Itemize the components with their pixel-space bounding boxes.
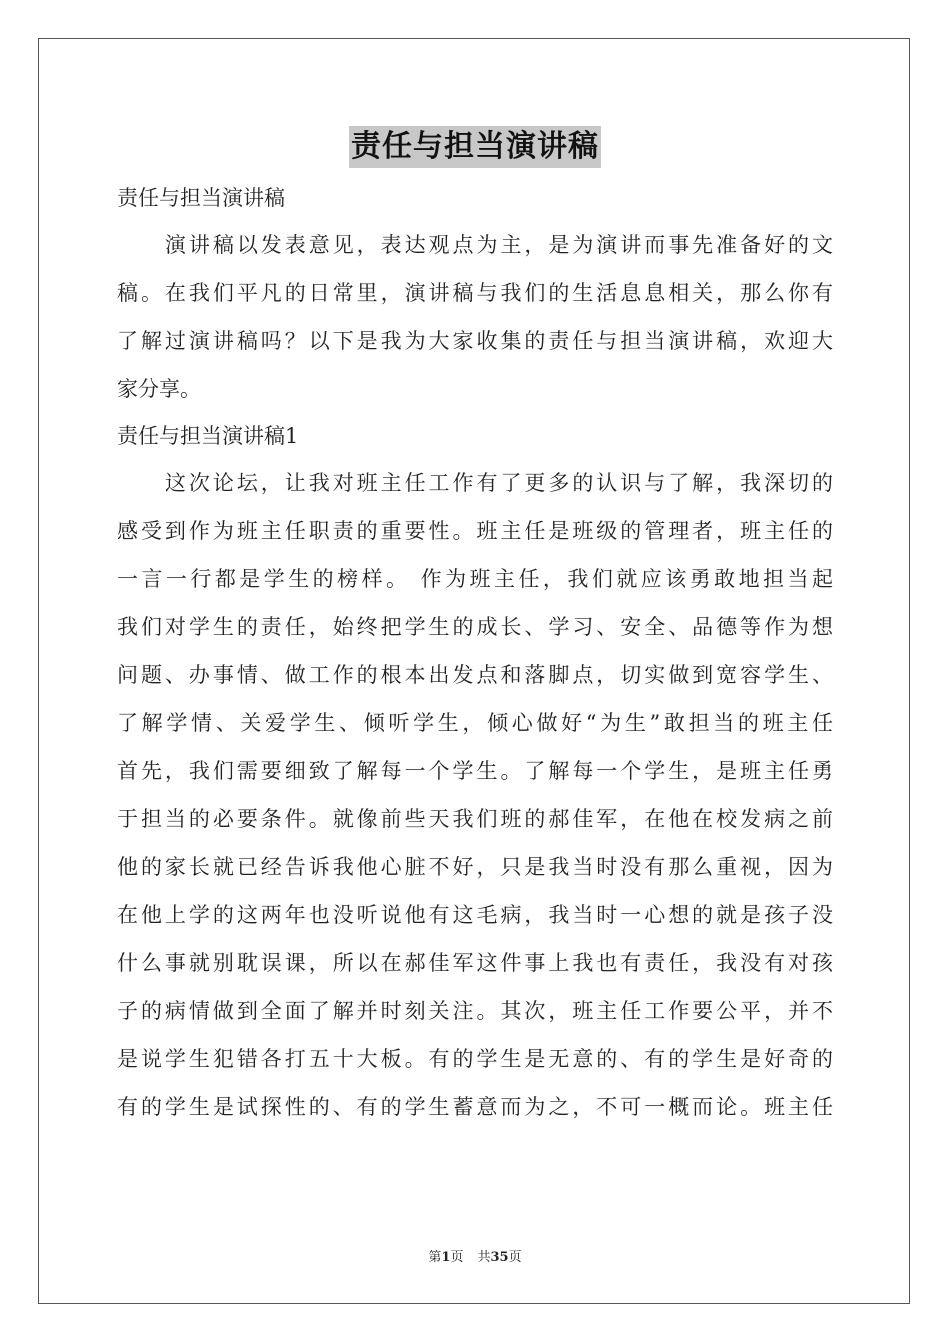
page-prefix: 第 [428,1250,442,1265]
text-line: 子的病情做到全面了解并时刻关注。其次，班主任工作要公平，并不 [117,999,833,1023]
section-paragraph [117,459,833,1131]
text-line: 这次论坛，让我对班主任工作有了更多的认识与了解，我深切的 [117,471,833,495]
page-number: 1 [441,1250,451,1265]
text-line: 稿。在我们平凡的日常里，演讲稿与我们的生活息息相关，那么你有 [117,281,833,305]
page-suffix: 页 [450,1250,464,1265]
section-heading: 责任与担当演讲稿1 [117,424,299,448]
page-footer [0,1246,950,1265]
text-line: 了解过演讲稿吗？以下是我为大家收集的责任与担当演讲稿，欢迎大 [117,329,833,353]
text-line: 了解学情、关爱学生、倾听学生，倾心做好“为生”敢担当的班主任 [117,711,833,735]
text-line: 他的家长就已经告诉我他心脏不好，只是我当时没有那么重视，因为 [117,855,833,879]
text-line: 我们对学生的责任，始终把学生的成长、学习、安全、品德等作为想 [117,615,833,639]
total-prefix: 共 [477,1250,491,1265]
text-line: 什么事就别耽误课，所以在郝佳军这件事上我也有责任，我没有对孩 [117,951,833,975]
text-line: 有的学生是试探性的、有的学生蓄意而为之，不可一概而论。班主任 [117,1095,833,1119]
total-pages: 35 [490,1250,509,1265]
intro-paragraph [117,221,833,413]
document-body [117,175,833,1131]
text-line: 一言一行都是学生的榜样。 作为班主任，我们就应该勇敢地担当起 [117,567,833,591]
text-line: 于担当的必要条件。就像前些天我们班的郝佳军，在他在校发病之前 [117,807,833,831]
title-container [0,126,950,168]
document-subtitle: 责任与担当演讲稿 [117,186,285,210]
text-line: 家分享。 [117,377,201,401]
text-line: 演讲稿以发表意见，表达观点为主，是为演讲而事先准备好的文 [117,233,833,257]
document-title: 责任与担当演讲稿 [349,126,601,168]
text-line: 感受到作为班主任职责的重要性。班主任是班级的管理者，班主任的 [117,519,833,543]
text-line: 在他上学的这两年也没听说他有这毛病，我当时一心想的就是孩子没 [117,903,833,927]
text-line: 是说学生犯错各打五十大板。有的学生是无意的、有的学生是好奇的 [117,1047,833,1071]
total-suffix: 页 [508,1250,522,1265]
text-line: 首先，我们需要细致了解每一个学生。了解每一个学生，是班主任勇 [117,759,833,783]
text-line: 问题、办事情、做工作的根本出发点和落脚点，切实做到宽容学生、 [117,663,833,687]
